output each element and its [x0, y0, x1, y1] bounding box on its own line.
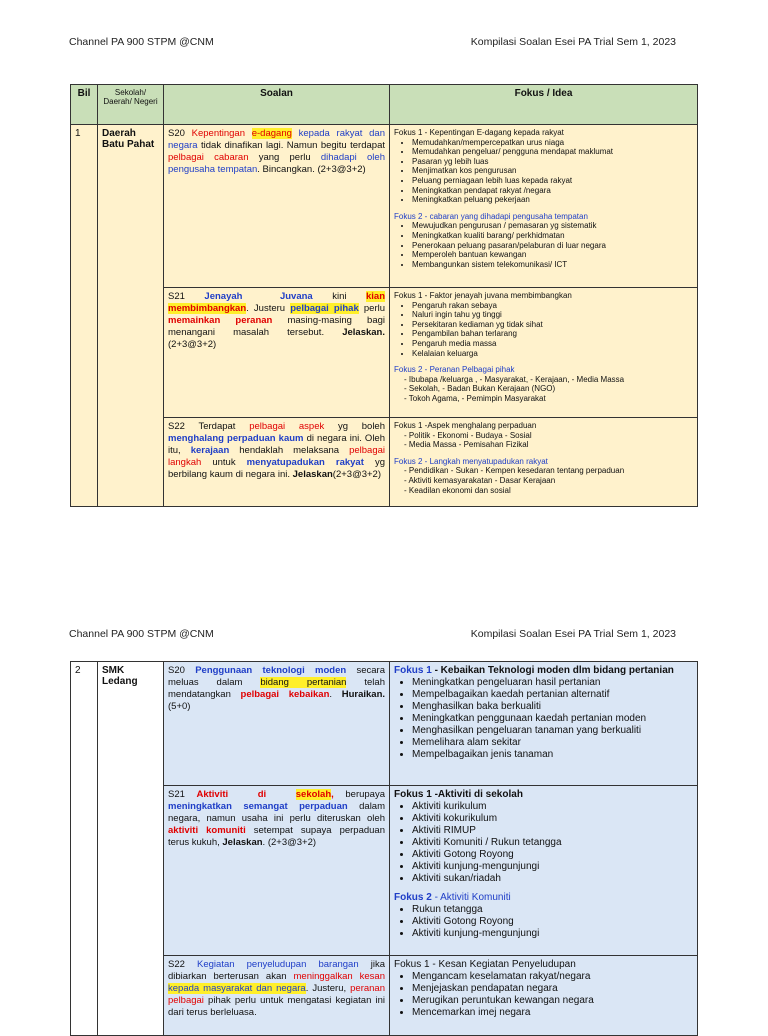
question-s20: S20 Penggunaan teknologi moden secara meluas dalam bidang pertanian telah mendatangkan pelbagai kebaikan. Huraikan.(5+0) [164, 662, 390, 786]
focus-title: Fokus 2 - cabaran yang dihadapi pengusaha tempatan [394, 211, 588, 221]
list-item: - Aktiviti kemasyarakatan - Dasar Kerajaan [404, 476, 693, 486]
table-row [71, 125, 698, 288]
list-item: • Aktiviti RIMUP [412, 825, 693, 837]
list-item: • Memperoleh bantuan kewangan [412, 250, 693, 260]
list-item: - Pendidikan - Sukan - Kempen kesedaran tentang perpaduan [404, 466, 693, 476]
focus-title: Fokus 1 -Aktiviti di sekolah [394, 789, 523, 800]
list-item: • Memudahkan pengeluar/ pengguna mendapat maklumat [412, 147, 693, 157]
list-item: • Mengancam keselamatan rakyat/negara [412, 971, 693, 983]
row-location: SMK Ledang [98, 662, 164, 1036]
focus-list [394, 221, 693, 269]
page-header [69, 36, 676, 50]
question-s20: S20 Kepentingan e-dagang kepada rakyat dan negara tidak dinafikan lagi. Namun begitu terdapat pelbagai cabaran yang perlu dihadapi oleh pengusaha tempatan. Bincangkan. (2+3@3+2) [164, 125, 390, 288]
question-s21: S21 Jenayah Juvana kini kian membimbangkan. Justeru pelbagai pihak perlu memainkan peranan masing-masing bagi menangani masalah tersebut. Jelaskan. (2+3@3+2) [164, 288, 390, 418]
row-location: Daerah Batu Pahat [98, 125, 164, 507]
col-question: Soalan [164, 85, 390, 125]
focus-s21 [390, 288, 698, 418]
table-row [71, 418, 698, 507]
list-item: - Sekolah, - Badan Bukan Kerajaan (NGO) [404, 384, 693, 394]
table-row [71, 786, 698, 956]
list-item: • Aktiviti kokurikulum [412, 813, 693, 825]
question-s21: S21 Aktiviti di sekolah, berupaya meningkatkan semangat perpaduan dalam negara, namun usaha ini perlu diteruskan oleh aktiviti komuniti setempat supaya perpaduan terus kukuh, Jelaskan. (2+3@3+2) [164, 786, 390, 956]
list-item: • Menjimatkan kos pengurusan [412, 166, 693, 176]
focus-title: Fokus 1 - Kebaikan Teknologi moden dlm bidang pertanian [394, 665, 674, 676]
focus-list [394, 677, 693, 761]
list-item: • Peluang perniagaan lebih luas kepada rakyat [412, 176, 693, 186]
list-item: • Penerokaan peluang pasaran/pelaburan di luar negara [412, 241, 693, 251]
page-header [69, 628, 676, 642]
focus-s20 [390, 662, 698, 786]
list-item: • Aktiviti Gotong Royong [412, 849, 693, 861]
list-item: • Meningkatkan pengeluaran hasil pertanian [412, 677, 693, 689]
list-item: • Pasaran yg lebih luas [412, 157, 693, 167]
focus-s22 [390, 418, 698, 507]
list-item: • Meningkatkan pendapat rakyat /negara [412, 186, 693, 196]
question-table-1 [70, 84, 698, 507]
question-table-2 [70, 661, 698, 1036]
header-left: Channel PA 900 STPM @CNM [69, 628, 214, 640]
list-item: • Pengaruh rakan sebaya [412, 301, 693, 311]
table-header-row [71, 85, 698, 125]
list-item: • Mempelbagaikan jenis tanaman [412, 749, 693, 761]
focus-title: Fokus 1 - Kesan Kegiatan Penyeludupan [394, 959, 576, 970]
list-item: • Aktiviti sukan/riadah [412, 873, 693, 885]
list-item: • Aktiviti kunjung-mengunjungi [412, 861, 693, 873]
list-item: • Rukun tetangga [412, 904, 693, 916]
focus-list [394, 466, 693, 495]
list-item: • Aktiviti kunjung-mengunjungi [412, 928, 693, 940]
focus-list [394, 301, 693, 359]
list-item: • Mempelbagaikan kaedah pertanian alternatif [412, 689, 693, 701]
focus-title: Fokus 1 - Kepentingan E-dagang kepada rakyat [394, 128, 564, 137]
list-item: • Aktiviti Gotong Royong [412, 916, 693, 928]
list-item: • Pengambilan bahan terlarang [412, 329, 693, 339]
list-item: • Pengaruh media massa [412, 339, 693, 349]
focus-title: Fokus 1 -Aspek menghalang perpaduan [394, 421, 537, 430]
list-item: • Merugikan peruntukan kewangan negara [412, 995, 693, 1007]
row-number: 2 [71, 662, 98, 1036]
list-item: - Ibubapa /keluarga , - Masyarakat, - Kerajaan, - Media Massa [404, 375, 693, 385]
list-item: • Membangunkan sistem telekomunikasi/ ICT [412, 260, 693, 270]
list-item: • Menghasilkan pengeluaran tanaman yang berkualiti [412, 725, 693, 737]
table-row [71, 288, 698, 418]
list-item: • Meningkatkan kualiti barang/ perkhidmatan [412, 231, 693, 241]
list-item: • Menghasilkan baka berkualiti [412, 701, 693, 713]
focus-title: Fokus 2 - Peranan Pelbagai pihak [394, 365, 515, 375]
focus-title: Fokus 2 - Aktiviti Komuniti [394, 892, 511, 903]
focus-list [394, 904, 693, 940]
col-school: Sekolah/ Daerah/ Negeri [98, 85, 164, 125]
col-focus: Fokus / Idea [390, 85, 698, 125]
list-item: - Politik - Ekonomi - Budaya - Sosial [404, 431, 693, 441]
table-row [71, 662, 698, 786]
list-item: • Mewujudkan pengurusan / pemasaran yg sistematik [412, 221, 693, 231]
list-item: • Naluri ingin tahu yg tinggi [412, 310, 693, 320]
focus-s20 [390, 125, 698, 288]
list-item: • Memudahkan/mempercepatkan urus niaga [412, 138, 693, 148]
list-item: - Keadilan ekonomi dan sosial [404, 486, 693, 496]
list-item: • Kelalaian keluarga [412, 349, 693, 359]
focus-list [394, 801, 693, 885]
header-right: Kompilasi Soalan Esei PA Trial Sem 1, 2023 [470, 628, 676, 640]
list-item: - Media Massa - Pemisahan Fizikal [404, 440, 693, 450]
list-item: • Menjejaskan pendapatan negara [412, 983, 693, 995]
focus-list [394, 431, 693, 450]
list-item: • Persekitaran kediaman yg tidak sihat [412, 320, 693, 330]
list-item: • Aktiviti kurikulum [412, 801, 693, 813]
list-item: - Tokoh Agama, - Pemimpin Masyarakat [404, 394, 693, 404]
question-s22: S22 Terdapat pelbagai aspek yg boleh menghalang perpaduan kaum di negara ini. Oleh itu, kerajaan hendaklah melaksana pelbagai langkah untuk menyatupadukan rakyat yg berbilang kaum di negara ini. Jelaskan(2+3@3+2) [164, 418, 390, 507]
row-number: 1 [71, 125, 98, 507]
col-bil: Bil [71, 85, 98, 125]
list-item: • Meningkatkan peluang pekerjaan [412, 195, 693, 205]
list-item: • Aktiviti Komuniti / Rukun tetangga [412, 837, 693, 849]
focus-list [394, 971, 693, 1019]
header-left: Channel PA 900 STPM @CNM [69, 36, 214, 48]
focus-s21 [390, 786, 698, 956]
focus-list [394, 375, 693, 404]
focus-title: Fokus 2 - Langkah menyatupadukan rakyat [394, 456, 548, 466]
header-right: Kompilasi Soalan Esei PA Trial Sem 1, 2023 [470, 36, 676, 48]
question-s22: S22 Kegiatan penyeludupan barangan jika dibiarkan berterusan akan meninggalkan kesan kepada masyarakat dan negara. Justeru, peranan pelbagai pihak perlu untuk mengatasi kegiatan ini dari terus berleluasa. [164, 956, 390, 1036]
list-item: • Memelihara alam sekitar [412, 737, 693, 749]
focus-list [394, 138, 693, 205]
focus-title: Fokus 1 - Faktor jenayah juvana membimbangkan [394, 291, 572, 300]
list-item: • Meningkatkan penggunaan kaedah pertanian moden [412, 713, 693, 725]
list-item: • Mencemarkan imej negara [412, 1007, 693, 1019]
